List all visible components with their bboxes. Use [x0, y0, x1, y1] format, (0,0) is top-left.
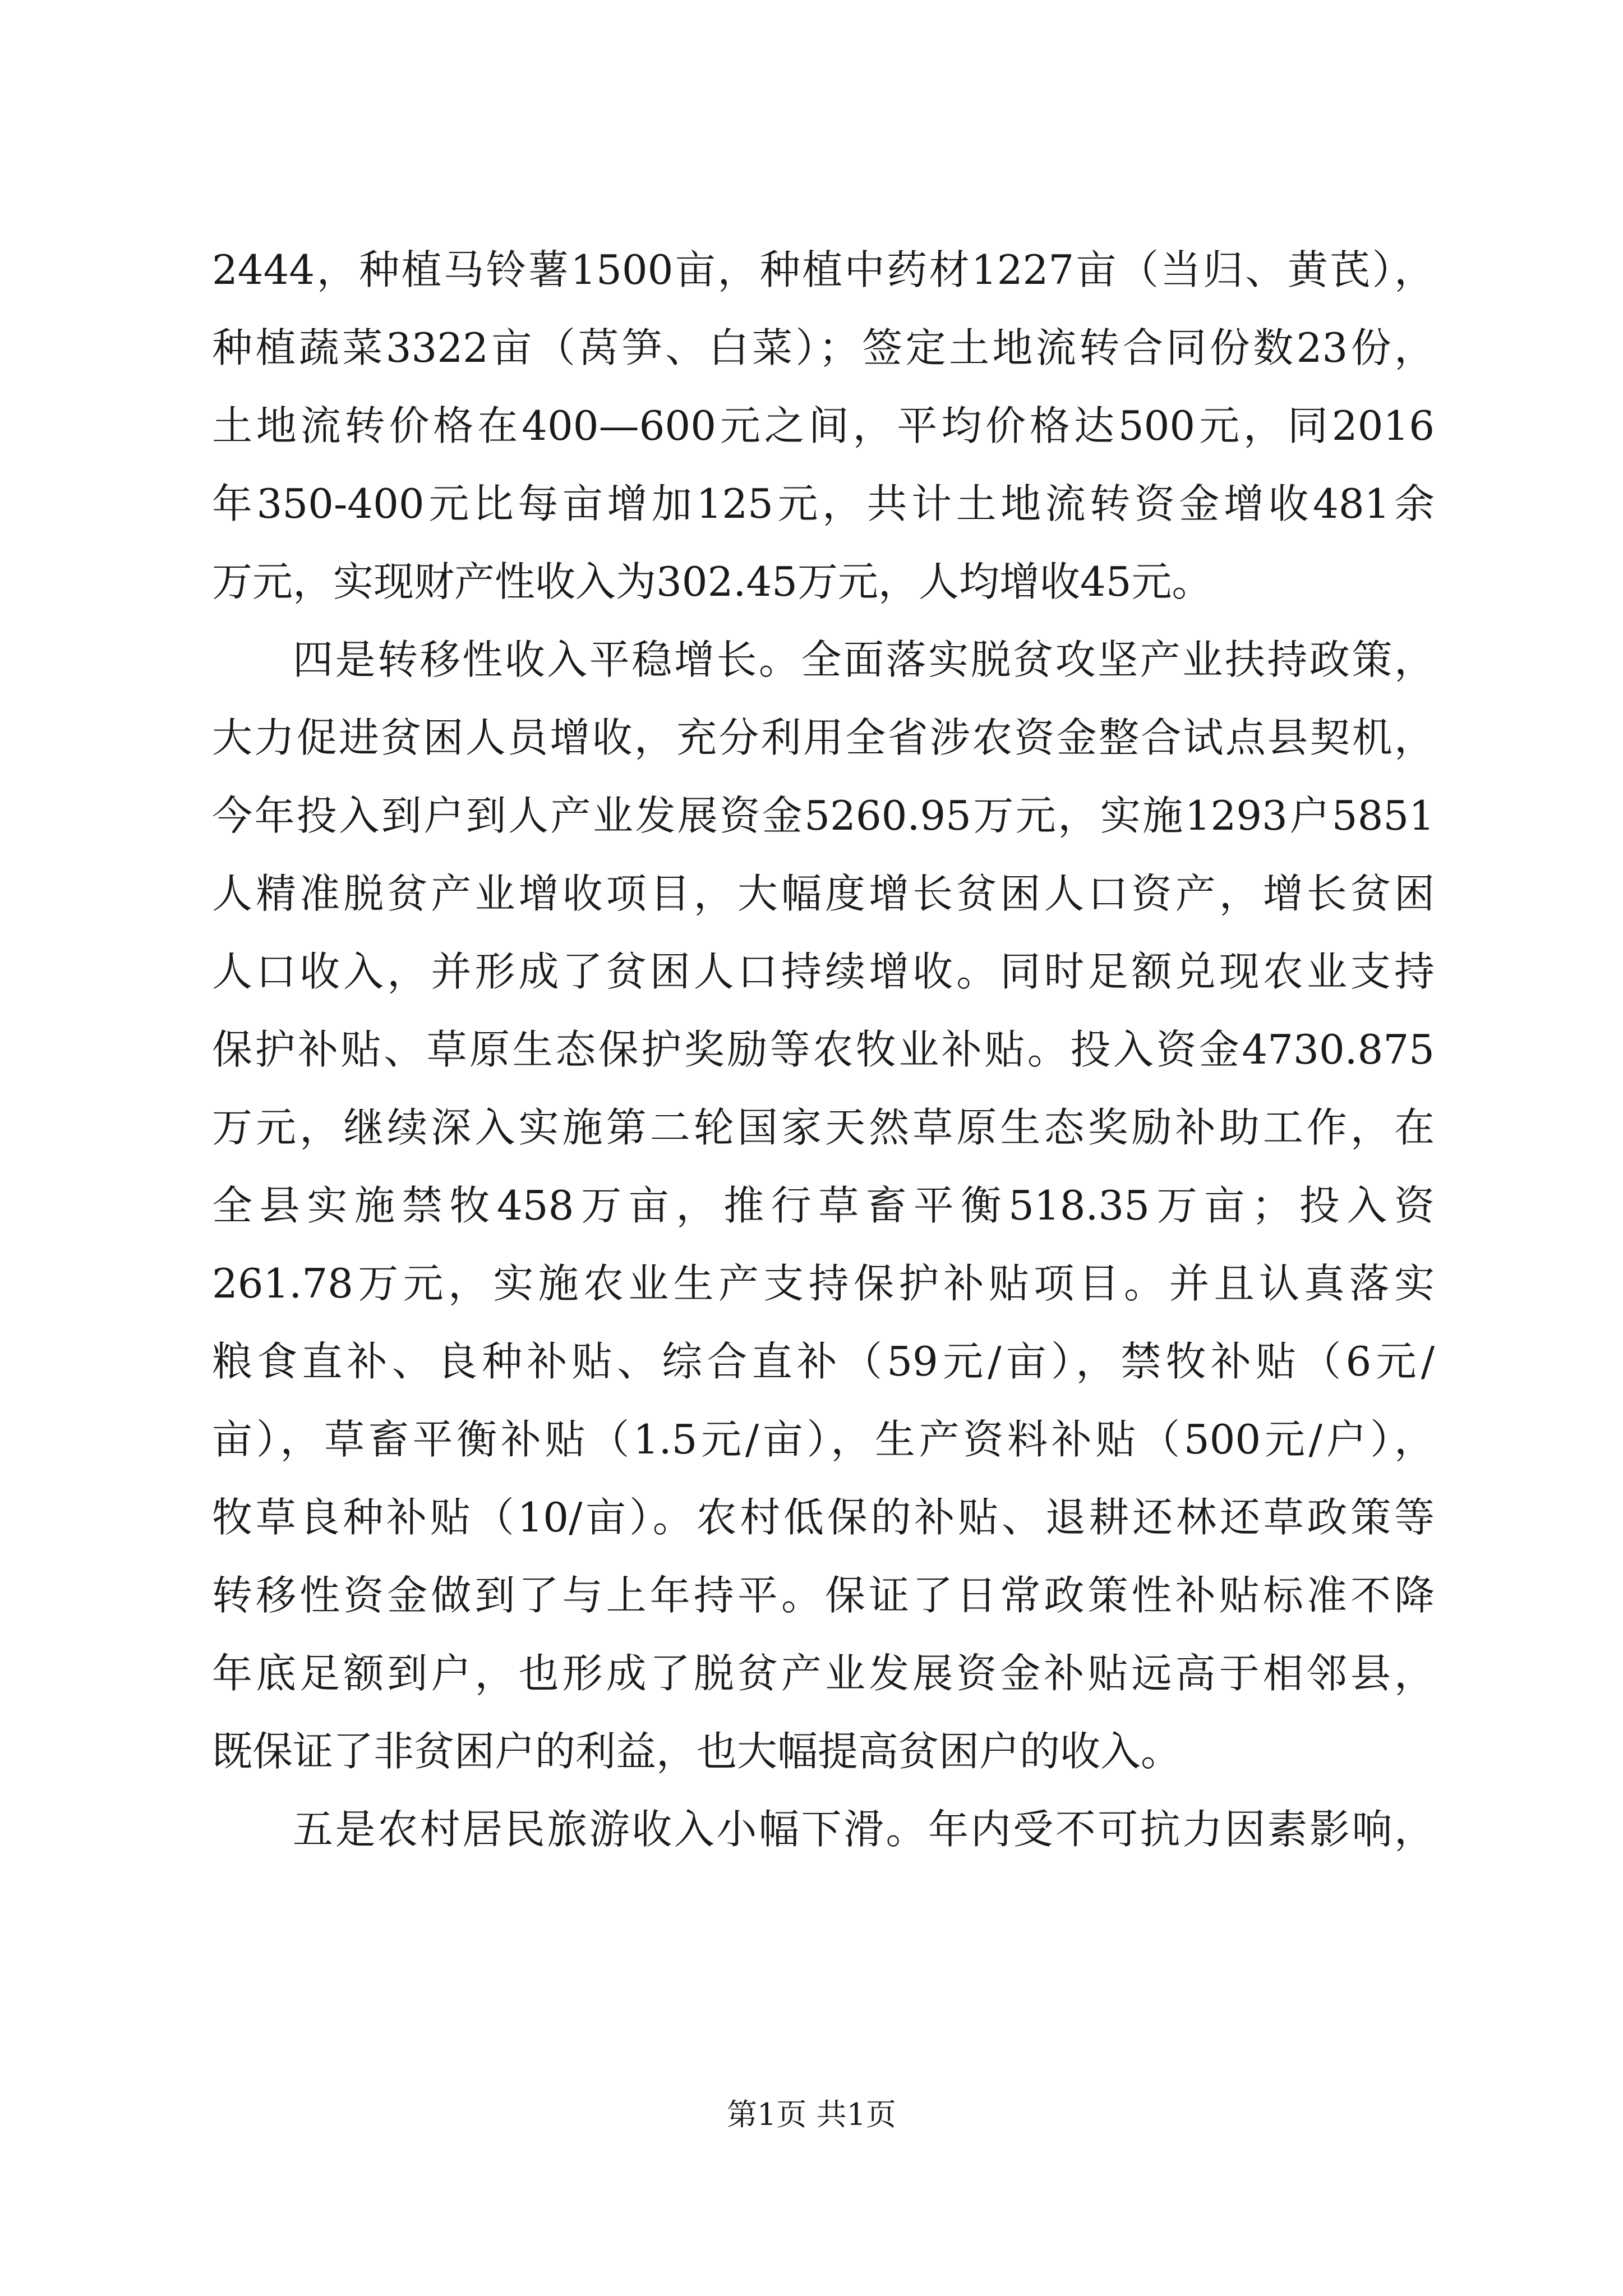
text-line: 万元，实现财产性收入为302.45万元，人均增收45元。 — [212, 558, 1212, 605]
paragraph-transfer-income — [212, 621, 1435, 1791]
text-line: 2444，种植马铃薯1500亩，种植中药材1227亩（当归、黄芪）， — [212, 246, 1435, 293]
text-line: 四是转移性收入平稳增长。全面落实脱贫攻坚产业扶持政策， — [293, 636, 1435, 683]
text-line: 人精准脱贫产业增收项目，大幅度增长贫困人口资产，增长贫困 — [212, 870, 1435, 917]
text-line: 既保证了非贫困户的利益，也大幅提高贫困户的收入。 — [212, 1728, 1182, 1775]
text-line: 年350-400元比每亩增加125元，共计土地流转资金增收481余 — [212, 480, 1435, 527]
text-line: 人口收入，并形成了贫困人口持续增收。同时足额兑现农业支持 — [212, 948, 1435, 995]
text-line: 大力促进贫困人员增收，充分利用全省涉农资金整合试点县契机， — [212, 714, 1435, 761]
text-line: 转移性资金做到了与上年持平。保证了日常政策性补贴标准不降 — [212, 1572, 1435, 1619]
paragraph-property-income — [212, 231, 1435, 621]
text-line: 种植蔬菜3322亩（莴笋、白菜）；签定土地流转合同份数23份， — [212, 324, 1435, 371]
text-line: 粮食直补、良种补贴、综合直补（59元/亩），禁牧补贴（6元/ — [212, 1338, 1435, 1385]
text-line: 牧草良种补贴（10/亩）。农村低保的补贴、退耕还林还草政策等 — [212, 1494, 1435, 1541]
text-line: 土地流转价格在400—600元之间，平均价格达500元，同2016 — [212, 402, 1435, 449]
text-line: 全县实施禁牧458万亩，推行草畜平衡518.35万亩；投入资 — [212, 1182, 1435, 1229]
paragraph-tourism-income — [212, 1791, 1435, 1869]
text-line: 保护补贴、草原生态保护奖励等农牧业补贴。投入资金4730.875 — [212, 1026, 1435, 1073]
text-line: 万元，继续深入实施第二轮国家天然草原生态奖励补助工作，在 — [212, 1104, 1435, 1151]
text-line: 年底足额到户，也形成了脱贫产业发展资金补贴远高于相邻县， — [212, 1650, 1435, 1697]
text-line: 261.78万元，实施农业生产支持保护补贴项目。并且认真落实 — [212, 1260, 1435, 1307]
text-line: 五是农村居民旅游收入小幅下滑。年内受不可抗力因素影响， — [293, 1806, 1435, 1853]
page-number: 第1页 共1页 — [727, 2097, 896, 2132]
text-line: 亩），草畜平衡补贴（1.5元/亩），生产资料补贴（500元/户）， — [212, 1416, 1435, 1463]
text-line: 今年投入到户到人产业发展资金5260.95万元，实施1293户5851 — [212, 792, 1435, 839]
body-text — [212, 231, 1435, 1869]
